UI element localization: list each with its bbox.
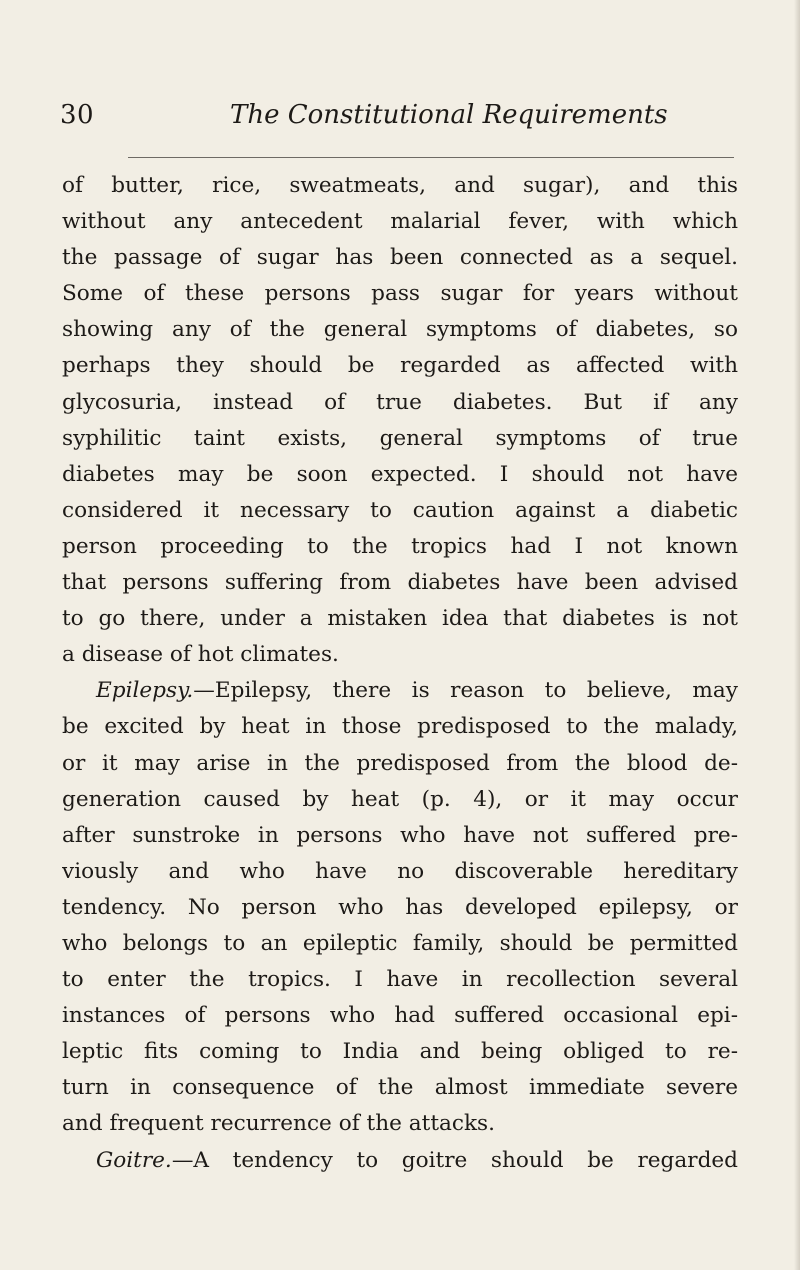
text-span: —Epilepsy, there is reason to believe, may [193,678,738,704]
text-line: to enter the tropics. I have in recollection several [62,967,738,993]
page-number: 30 [60,100,95,130]
text-line: Some of these persons pass sugar for years without [62,281,738,307]
text-line: of butter, rice, sweatmeats, and sugar), and this [62,173,738,198]
text-line: instances of persons who had suffered occasional epi- [62,1003,738,1029]
text-line: who belongs to an epileptic family, should be permitted [62,930,738,956]
text-line: to go there, under a mistaken idea that diabetes is not [62,606,738,632]
text-line: tendency. No person who has developed epilepsy, or [62,894,738,920]
text-line: leptic fits coming to India and being obliged to re- [62,1039,738,1065]
text-line: a disease of hot climates. [62,642,339,668]
text-line: considered it necessary to caution against a diabetic [62,497,738,523]
text-line: after sunstroke in persons who have not suffered pre- [62,822,738,848]
text-line: person proceeding to the tropics had I not known [62,533,738,559]
paragraph-epilepsy-first-line [62,673,738,709]
text-line: diabetes may be soon expected. I should not have [62,461,738,487]
text-line: glycosuria, instead of true diabetes. But if any [62,389,738,415]
section-heading-goitre: Goitre. [96,1147,172,1173]
section-heading-epilepsy: Epilepsy. [96,678,194,704]
page-edge-shadow [794,0,800,1270]
text-line: be excited by heat in those predisposed to the malady, [62,714,738,740]
text-span: —A tendency to goitre should be regarded [171,1147,738,1173]
text-line: generation caused by heat (p. 4), or it may occur [62,786,738,812]
text-line: turn in consequence of the almost immediate severe [62,1075,738,1101]
text-line: viously and who have no discoverable hereditary [62,858,738,884]
text-line: the passage of sugar has been connected as a sequel. [62,245,738,271]
text-line: without any antecedent malarial fever, with which [62,209,738,235]
text-line: or it may arise in the predisposed from the blood de- [62,750,738,776]
text-line: perhaps they should be regarded as affected with [62,353,738,379]
page-header [60,100,740,144]
body-text [62,168,738,1179]
header-rule [128,157,734,158]
paragraph-goitre-first-line [62,1143,738,1179]
text-line: that persons suffering from diabetes have been advised [62,570,738,596]
text-line: showing any of the general symptoms of diabetes, so [62,317,738,343]
text-line: and frequent recurrence of the attacks. [62,1111,496,1137]
text-line: syphilitic taint exists, general symptoms of true [62,425,738,451]
running-title: The Constitutional Requirements [230,100,668,130]
